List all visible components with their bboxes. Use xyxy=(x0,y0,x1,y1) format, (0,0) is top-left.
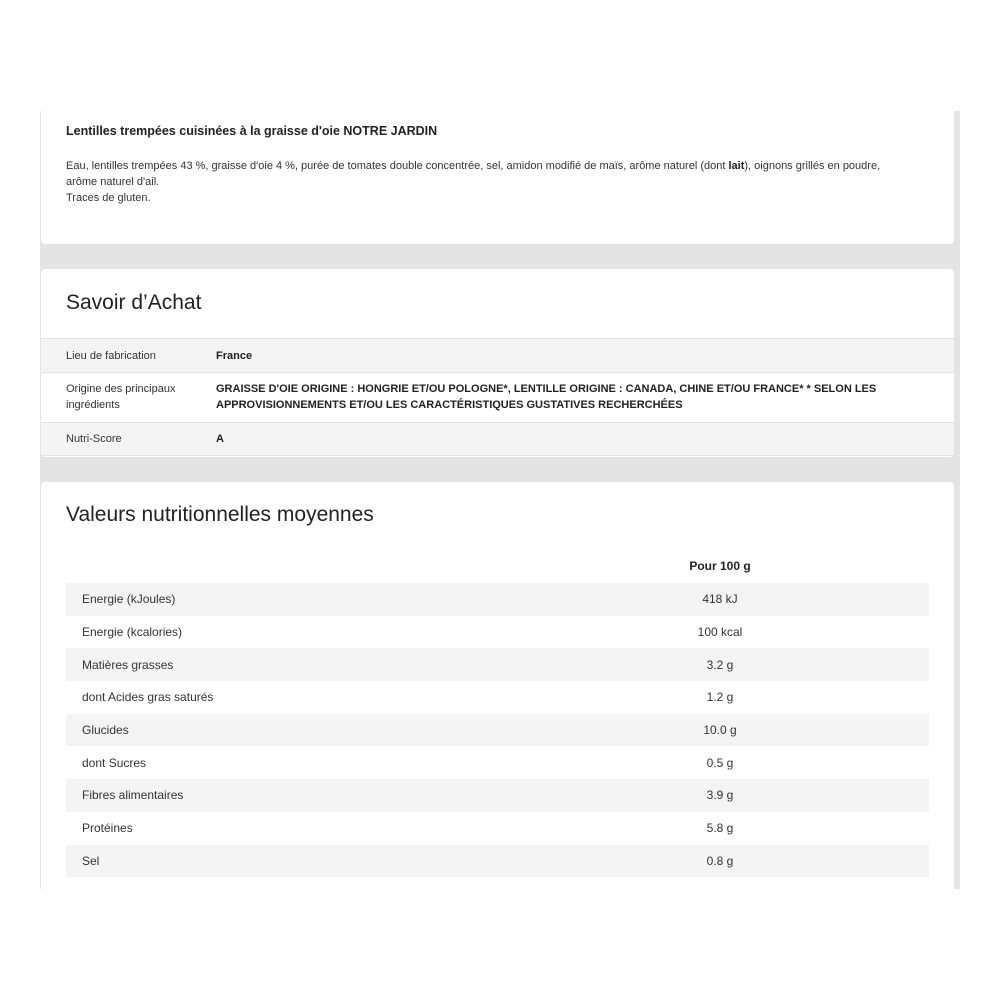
table-row xyxy=(66,845,929,878)
nutrient-label: Matières grasses xyxy=(82,657,174,672)
ingredients-line-1-start: Eau, lentilles trempées 43 %, graisse d'oie 4 %, purée de tomates double concentrée, sel, amidon modifié de maïs, arôme naturel (dont xyxy=(66,160,729,172)
info-value: A xyxy=(216,433,224,445)
savoir-achat-card xyxy=(41,269,954,457)
info-key: Lieu de fabrication xyxy=(66,349,156,362)
ingredients-line-1 xyxy=(66,158,926,174)
product-title: Lentilles trempées cuisinées à la graisse d'oie NOTRE JARDIN xyxy=(66,124,438,138)
table-row xyxy=(66,714,929,747)
table-row xyxy=(66,812,929,845)
nutrient-label: Sel xyxy=(82,853,100,868)
nutrient-value: 0.5 g xyxy=(706,755,734,770)
table-row xyxy=(66,583,929,616)
nutrient-label: Fibres alimentaires xyxy=(82,788,184,803)
ingredients-line-1-end: ), oignons grillés en poudre, xyxy=(744,160,881,172)
nutrient-value: 3.2 g xyxy=(706,657,734,672)
table-row xyxy=(66,648,929,681)
nutrient-value: 10.0 g xyxy=(703,723,737,738)
info-value: France xyxy=(216,349,253,362)
allergen-bold: lait xyxy=(728,160,745,172)
nutrition-card xyxy=(41,482,954,889)
info-value: GRAISSE D'OIE ORIGINE : HONGRIE ET/OU POLOGNE*, LENTILLE ORIGINE : CANADA, CHINE ET/OU FRANCE* * SELON LES APPROVISIONNEMENTS ET/OU LES CARACTÉRISTIQUES GUSTATIVES RECHERCHÉES xyxy=(216,383,877,411)
info-key: Nutri-Score xyxy=(66,433,122,445)
nutrient-value: 5.8 g xyxy=(706,821,734,836)
nutrient-label: Protéines xyxy=(82,821,133,836)
table-row xyxy=(66,779,929,812)
nutrient-label: Energie (kJoules) xyxy=(82,592,176,607)
info-table xyxy=(41,338,954,456)
info-row-lieu xyxy=(41,338,954,372)
nutrient-label: Energie (kcalories) xyxy=(82,625,183,640)
info-key: Origine des principaux ingrédients xyxy=(66,383,176,411)
nutrient-label: dont Sucres xyxy=(82,755,147,770)
section-title-nutrition: Valeurs nutritionnelles moyennes xyxy=(66,503,374,526)
nutrient-value: 0.8 g xyxy=(706,853,734,868)
nutrient-value: 3.9 g xyxy=(706,788,734,803)
table-row xyxy=(66,616,929,649)
nutrient-label: dont Acides gras saturés xyxy=(82,690,214,705)
traces-text: Traces de gluten. xyxy=(66,192,151,204)
nutrient-value: 1.2 g xyxy=(706,690,734,705)
nutrient-value: 100 kcal xyxy=(697,625,743,640)
info-row-origine xyxy=(41,372,954,422)
table-row xyxy=(66,681,929,714)
ingredients-line-2: arôme naturel d'ail. xyxy=(66,176,160,188)
nutrition-table xyxy=(66,583,929,877)
scrollbar-track[interactable] xyxy=(955,111,960,889)
table-row xyxy=(66,746,929,779)
nutrient-label: Glucides xyxy=(82,723,129,738)
nutrient-value: 418 kJ xyxy=(702,592,738,607)
ingredients-text xyxy=(66,158,926,206)
section-title-savoir: Savoir d’Achat xyxy=(66,291,202,314)
nutrition-column-header: Pour 100 g xyxy=(689,559,751,573)
info-row-nutriscore xyxy=(41,422,954,456)
ingredients-card xyxy=(41,111,954,244)
